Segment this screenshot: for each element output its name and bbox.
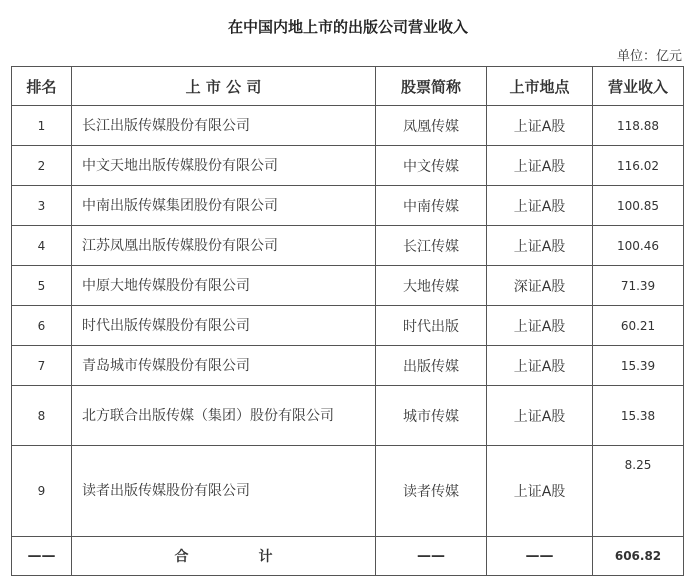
company-cell: 长江出版传媒股份有限公司	[72, 106, 376, 146]
header-revenue: 营业收入	[593, 67, 684, 106]
total-row	[12, 537, 684, 576]
revenue-cell: 15.38	[593, 386, 684, 446]
rank-cell: 1	[12, 106, 72, 146]
table-row	[12, 186, 684, 226]
header-abbr: 股票简称	[376, 67, 487, 106]
table-row	[12, 106, 684, 146]
table-row	[12, 146, 684, 186]
rank-cell: 8	[12, 386, 72, 446]
place-cell: 上证A股	[487, 106, 593, 146]
total-revenue-cell: 606.82	[593, 537, 684, 576]
company-cell: 中南出版传媒集团股份有限公司	[72, 186, 376, 226]
place-cell: 上证A股	[487, 386, 593, 446]
table-row	[12, 306, 684, 346]
rank-cell: 6	[12, 306, 72, 346]
header-rank: 排名	[12, 67, 72, 106]
unit-label: 单位：亿元	[616, 49, 682, 64]
total-label-cell: 合计	[72, 537, 376, 576]
place-cell: 上证A股	[487, 186, 593, 226]
revenue-cell: 116.02	[593, 146, 684, 186]
revenue-cell: 15.39	[593, 346, 684, 386]
abbr-cell: 中文传媒	[376, 146, 487, 186]
total-abbr-cell: ——	[376, 537, 487, 576]
abbr-cell: 中南传媒	[376, 186, 487, 226]
abbr-cell: 出版传媒	[376, 346, 487, 386]
place-cell: 上证A股	[487, 226, 593, 266]
place-cell: 上证A股	[487, 306, 593, 346]
rank-cell: 5	[12, 266, 72, 306]
rank-cell: 3	[12, 186, 72, 226]
header-place: 上市地点	[487, 67, 593, 106]
revenue-cell: 118.88	[593, 106, 684, 146]
table-row	[12, 446, 684, 537]
table-row	[12, 386, 684, 446]
rank-cell: 7	[12, 346, 72, 386]
company-cell: 中原大地传媒股份有限公司	[72, 266, 376, 306]
rank-cell: 4	[12, 226, 72, 266]
company-cell: 北方联合出版传媒（集团）股份有限公司	[72, 386, 376, 446]
place-cell: 上证A股	[487, 346, 593, 386]
abbr-cell: 时代出版	[376, 306, 487, 346]
total-place-cell: ——	[487, 537, 593, 576]
revenue-table	[11, 66, 684, 576]
abbr-cell: 城市传媒	[376, 386, 487, 446]
abbr-cell: 长江传媒	[376, 226, 487, 266]
place-cell: 上证A股	[487, 146, 593, 186]
place-cell: 上证A股	[487, 446, 593, 537]
company-cell: 青岛城市传媒股份有限公司	[72, 346, 376, 386]
header-company: 上 市 公 司	[72, 67, 376, 106]
total-rank-cell: ——	[12, 537, 72, 576]
revenue-cell: 60.21	[593, 306, 684, 346]
page-title: 在中国内地上市的出版公司营业收入	[227, 18, 468, 36]
company-cell: 江苏凤凰出版传媒股份有限公司	[72, 226, 376, 266]
revenue-cell: 100.46	[593, 226, 684, 266]
table-row	[12, 266, 684, 306]
revenue-cell: 8.25	[593, 446, 684, 537]
revenue-cell: 71.39	[593, 266, 684, 306]
abbr-cell: 读者传媒	[376, 446, 487, 537]
table-header-row	[12, 67, 684, 106]
abbr-cell: 大地传媒	[376, 266, 487, 306]
company-cell: 时代出版传媒股份有限公司	[72, 306, 376, 346]
place-cell: 深证A股	[487, 266, 593, 306]
rank-cell: 2	[12, 146, 72, 186]
company-cell: 读者出版传媒股份有限公司	[72, 446, 376, 537]
company-cell: 中文天地出版传媒股份有限公司	[72, 146, 376, 186]
abbr-cell: 凤凰传媒	[376, 106, 487, 146]
table-row	[12, 226, 684, 266]
revenue-cell: 100.85	[593, 186, 684, 226]
rank-cell: 9	[12, 446, 72, 537]
table-row	[12, 346, 684, 386]
